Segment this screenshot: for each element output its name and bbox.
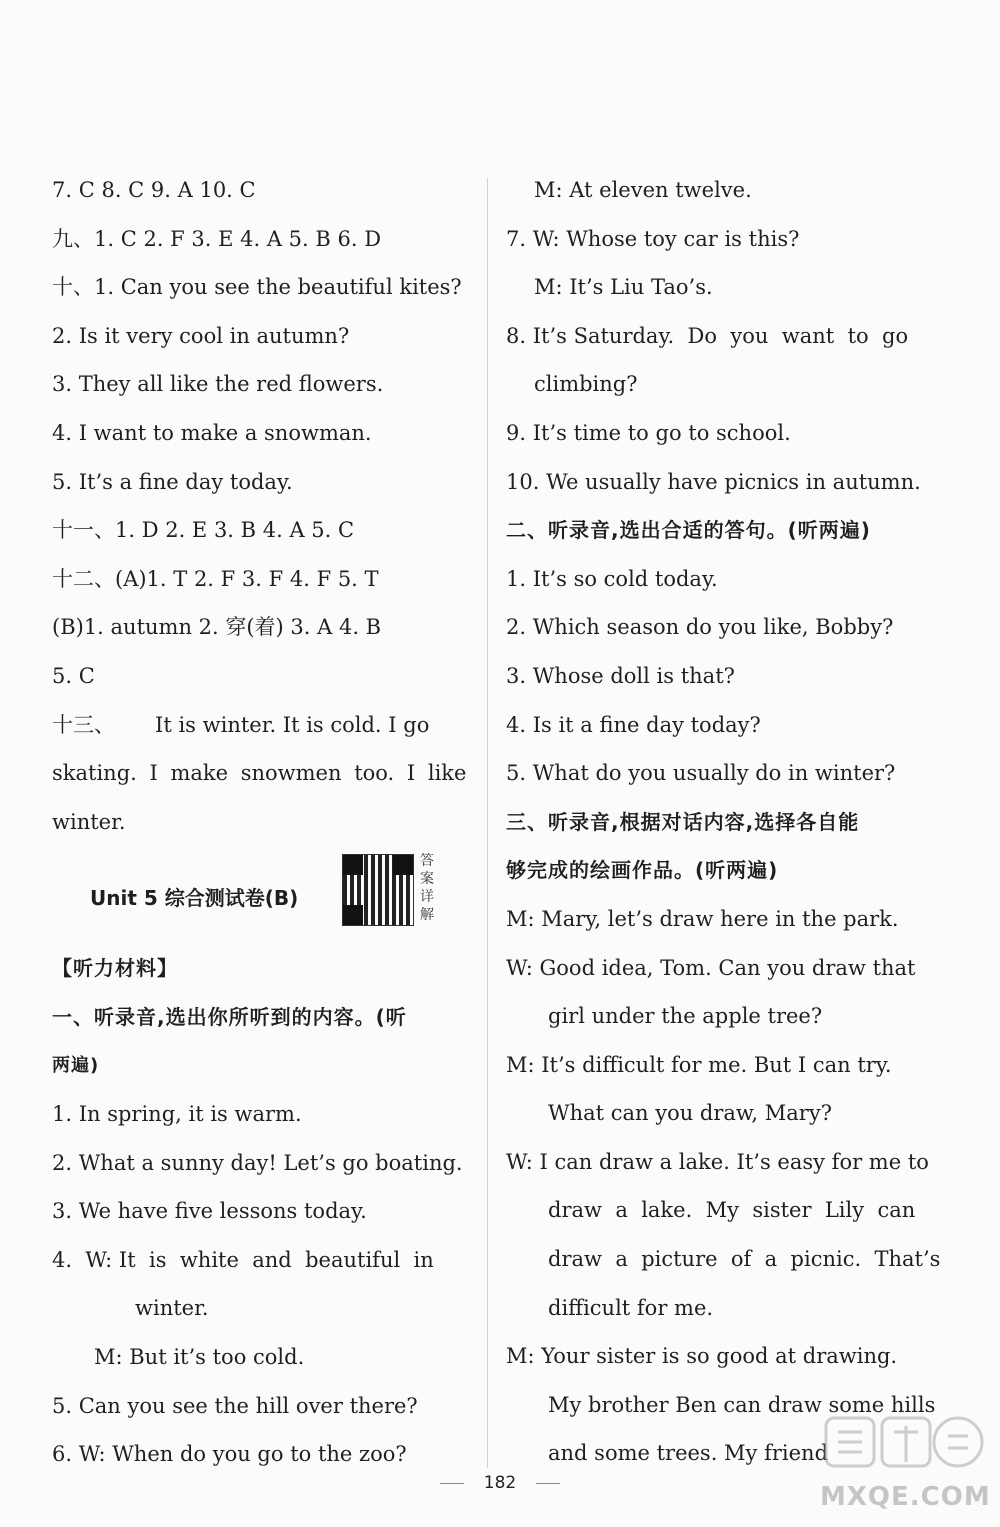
transcript-line: and some trees. My friend: [548, 1441, 829, 1466]
transcript-line: 7. W: Whose toy car is this?: [506, 226, 800, 251]
answer-line: 十、1. Can you see the beautiful kites?: [52, 275, 462, 300]
page-number-dash-right: [536, 1483, 560, 1484]
transcript-line: 6. W: When do you go to the zoo?: [52, 1442, 407, 1467]
section-heading: 三、听录音,根据对话内容,选择各自能: [506, 809, 860, 834]
transcript-line: 5. What do you usually do in winter?: [506, 761, 896, 786]
transcript-line: 8. It’s Saturday. Do you want to go: [506, 323, 909, 348]
transcript-line: My brother Ben can draw some hills: [548, 1392, 936, 1417]
left-column: [52, 166, 476, 1479]
transcript-line: M: Mary, let’s draw here in the park.: [506, 906, 899, 931]
answer-line: (B)1. autumn 2. 穿(着) 3. A 4. B: [52, 615, 382, 640]
transcript-line: 9. It’s time to go to school.: [506, 420, 791, 445]
transcript-line: difficult for me.: [548, 1295, 714, 1320]
qr-code-label: 答案详解: [420, 853, 434, 924]
answer-line: skating. I make snowmen too. I like: [52, 761, 467, 786]
answer-line: 5. C: [52, 663, 95, 688]
page-number-dash-left: [440, 1483, 464, 1484]
answer-line: 2. Is it very cool in autumn?: [52, 323, 350, 348]
transcript-line: M: At eleven twelve.: [534, 178, 752, 202]
transcript-line: W: I can draw a lake. It’s easy for me to: [506, 1149, 929, 1174]
section-heading: 一、听录音,选出你所听到的内容。(听: [52, 1004, 407, 1029]
watermark-text: MXQE.COM: [820, 1482, 991, 1512]
transcript-line: M: It’s Liu Tao’s.: [534, 275, 713, 300]
section-heading-continued: 两遍): [52, 1054, 100, 1076]
answer-line: 7. C 8. C 9. A 10. C: [52, 178, 256, 202]
transcript-line: M: It’s difficult for me. But I can try.: [506, 1052, 892, 1077]
page-number-text: 182: [483, 1473, 517, 1493]
transcript-line: 3. We have five lessons today.: [52, 1199, 367, 1224]
transcript-line: 2. What a sunny day! Let’s go boating.: [52, 1150, 463, 1175]
watermark-logo: [820, 1410, 990, 1520]
answer-line: 4. I want to make a snowman.: [52, 420, 372, 445]
qr-code-icon[interactable]: [342, 854, 414, 926]
answer-line: winter.: [52, 809, 126, 834]
answer-line: 5. It’s a fine day today.: [52, 469, 293, 494]
transcript-line: 3. Whose doll is that?: [506, 663, 735, 688]
transcript-line: 1. In spring, it is warm.: [52, 1102, 302, 1127]
answer-line: 十一、1. D 2. E 3. B 4. A 5. C: [52, 518, 355, 543]
transcript-line: 4. Is it a fine day today?: [506, 712, 761, 737]
unit-title-row: [52, 846, 476, 944]
column-divider: [487, 178, 488, 1468]
transcript-line: draw a lake. My sister Lily can: [548, 1198, 916, 1223]
watermark-stamp-icon: [820, 1410, 990, 1482]
transcript-line: draw a picture of a picnic. That’s: [548, 1247, 941, 1272]
transcript-line: 1. It’s so cold today.: [506, 566, 718, 591]
transcript-line: climbing?: [534, 372, 638, 397]
answer-line: 3. They all like the red flowers.: [52, 372, 384, 397]
transcript-line: M: But it’s too cold.: [94, 1345, 305, 1370]
answer-line: 九、1. C 2. F 3. E 4. A 5. B 6. D: [52, 226, 382, 251]
section-heading: 二、听录音,选出合适的答句。(听两遍): [506, 518, 871, 543]
transcript-line: What can you draw, Mary?: [548, 1101, 832, 1126]
transcript-line: 10. We usually have picnics in autumn.: [506, 469, 921, 494]
answer-line: 十三、 It is winter. It is cold. I go: [52, 712, 430, 737]
section-heading: 【听力材料】: [52, 956, 178, 981]
transcript-line: winter.: [135, 1296, 209, 1321]
transcript-line: girl under the apple tree?: [548, 1004, 823, 1029]
transcript-line: 2. Which season do you like, Bobby?: [506, 615, 894, 640]
unit-title: Unit 5 综合测试卷(B): [90, 886, 299, 911]
section-heading-continued: 够完成的绘画作品。(听两遍): [506, 858, 779, 883]
transcript-line: W: Good idea, Tom. Can you draw that: [506, 955, 916, 980]
transcript-line: 4. W: It is white and beautiful in: [52, 1247, 434, 1272]
transcript-line: 5. Can you see the hill over there?: [52, 1393, 418, 1418]
answer-line: 十二、(A)1. T 2. F 3. F 4. F 5. T: [52, 566, 379, 591]
right-column: [506, 166, 941, 1478]
transcript-line: M: Your sister is so good at drawing.: [506, 1344, 898, 1369]
